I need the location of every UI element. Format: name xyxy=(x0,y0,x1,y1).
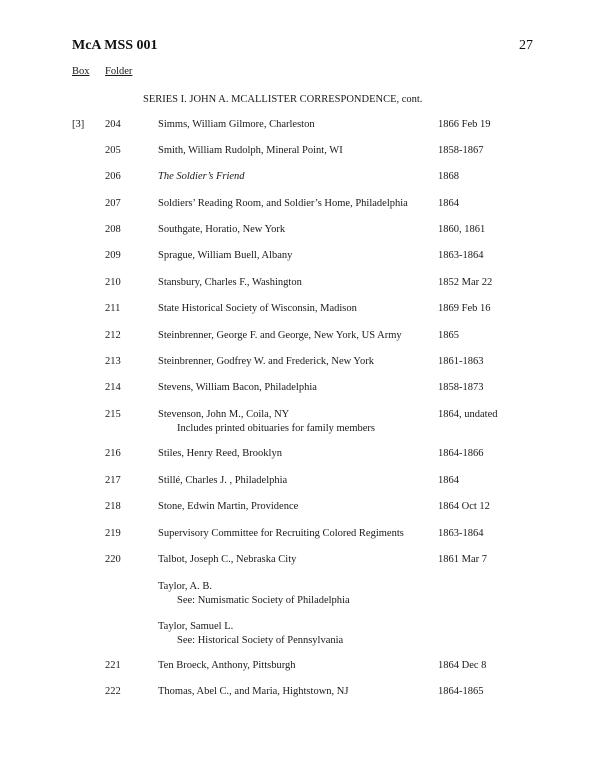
folder-title: Taylor, A. B. xyxy=(158,581,212,592)
folder-title: Soldiers’ Reading Room, and Soldier’s Home, Philadelphia xyxy=(158,198,408,209)
folder-date: 1863-1864 xyxy=(438,250,484,261)
page-number: 27 xyxy=(519,38,533,53)
folder-title: Stillé, Charles J. , Philadelphia xyxy=(158,475,288,486)
folder-number: 218 xyxy=(105,501,121,512)
folder-number: 206 xyxy=(105,171,121,182)
folder-number: 221 xyxy=(105,660,121,671)
folder-number: 205 xyxy=(105,145,121,156)
folder-number: 209 xyxy=(105,250,121,261)
folder-title: Southgate, Horatio, New York xyxy=(158,224,286,235)
folder-number: 207 xyxy=(105,198,121,209)
folder-date: 1864 Dec 8 xyxy=(438,660,487,671)
column-header-folder: Folder xyxy=(105,66,133,77)
folder-date: 1864-1865 xyxy=(438,686,484,697)
folder-number: 219 xyxy=(105,528,121,539)
folder-title: Taylor, Samuel L. xyxy=(158,621,234,632)
folder-number: 204 xyxy=(105,119,121,130)
folder-number: 212 xyxy=(105,330,121,341)
folder-date: 1858-1873 xyxy=(438,382,484,393)
folder-date: 1864-1866 xyxy=(438,448,484,459)
folder-title: Steinbrenner, Godfrey W. and Frederick, New York xyxy=(158,356,374,367)
folder-number: 210 xyxy=(105,277,121,288)
folder-date: 1860, 1861 xyxy=(438,224,486,235)
folder-title: Smith, William Rudolph, Mineral Point, WI xyxy=(158,145,343,156)
folder-date: 1852 Mar 22 xyxy=(438,277,493,288)
box-number: [3] xyxy=(72,119,85,130)
folder-note: See: Numismatic Society of Philadelphia xyxy=(177,595,350,606)
folder-note: See: Historical Society of Pennsylvania xyxy=(177,635,344,646)
column-header-box: Box xyxy=(72,66,90,77)
folder-title: Sprague, William Buell, Albany xyxy=(158,250,293,261)
folder-title: Thomas, Abel C., and Maria, Hightstown, NJ xyxy=(158,686,349,697)
folder-number: 215 xyxy=(105,409,121,420)
folder-title: The Soldier’s Friend xyxy=(158,171,245,182)
folder-title: Stevenson, John M., Coila, NY xyxy=(158,409,290,420)
folder-date: 1858-1867 xyxy=(438,145,484,156)
collection-id: McA MSS 001 xyxy=(72,38,158,53)
folder-date: 1863-1864 xyxy=(438,528,484,539)
folder-date: 1861-1863 xyxy=(438,356,484,367)
folder-title: Stevens, William Bacon, Philadelphia xyxy=(158,382,317,393)
folder-title: Stone, Edwin Martin, Providence xyxy=(158,501,299,512)
folder-number: 211 xyxy=(105,303,121,314)
folder-date: 1869 Feb 16 xyxy=(438,303,491,314)
folder-number: 214 xyxy=(105,382,121,393)
folder-number: 208 xyxy=(105,224,121,235)
series-heading: SERIES I. JOHN A. MCALLISTER CORRESPONDENCE, cont. xyxy=(143,94,423,105)
folder-date: 1864 Oct 12 xyxy=(438,501,490,512)
folder-title: Steinbrenner, George F. and George, New York, US Army xyxy=(158,330,402,341)
folder-date: 1864 xyxy=(438,198,459,209)
folder-number: 217 xyxy=(105,475,121,486)
folder-title: Stansbury, Charles F., Washington xyxy=(158,277,302,288)
folder-title: Simms, William Gilmore, Charleston xyxy=(158,119,315,130)
folder-date: 1865 xyxy=(438,330,459,341)
folder-date: 1868 xyxy=(438,171,459,182)
folder-date: 1864, undated xyxy=(438,409,498,420)
folder-note: Includes printed obituaries for family members xyxy=(177,423,375,434)
folder-date: 1866 Feb 19 xyxy=(438,119,491,130)
folder-number: 220 xyxy=(105,554,121,565)
folder-date: 1861 Mar 7 xyxy=(438,554,487,565)
folder-title: Ten Broeck, Anthony, Pittsburgh xyxy=(158,660,296,671)
folder-title: Talbot, Joseph C., Nebraska City xyxy=(158,554,297,565)
folder-number: 216 xyxy=(105,448,121,459)
folder-title: Supervisory Committee for Recruiting Colored Regiments xyxy=(158,528,404,539)
folder-title: State Historical Society of Wisconsin, Madison xyxy=(158,303,357,314)
folder-date: 1864 xyxy=(438,475,459,486)
folder-number: 222 xyxy=(105,686,121,697)
folder-title: Stiles, Henry Reed, Brooklyn xyxy=(158,448,282,459)
folder-number: 213 xyxy=(105,356,121,367)
